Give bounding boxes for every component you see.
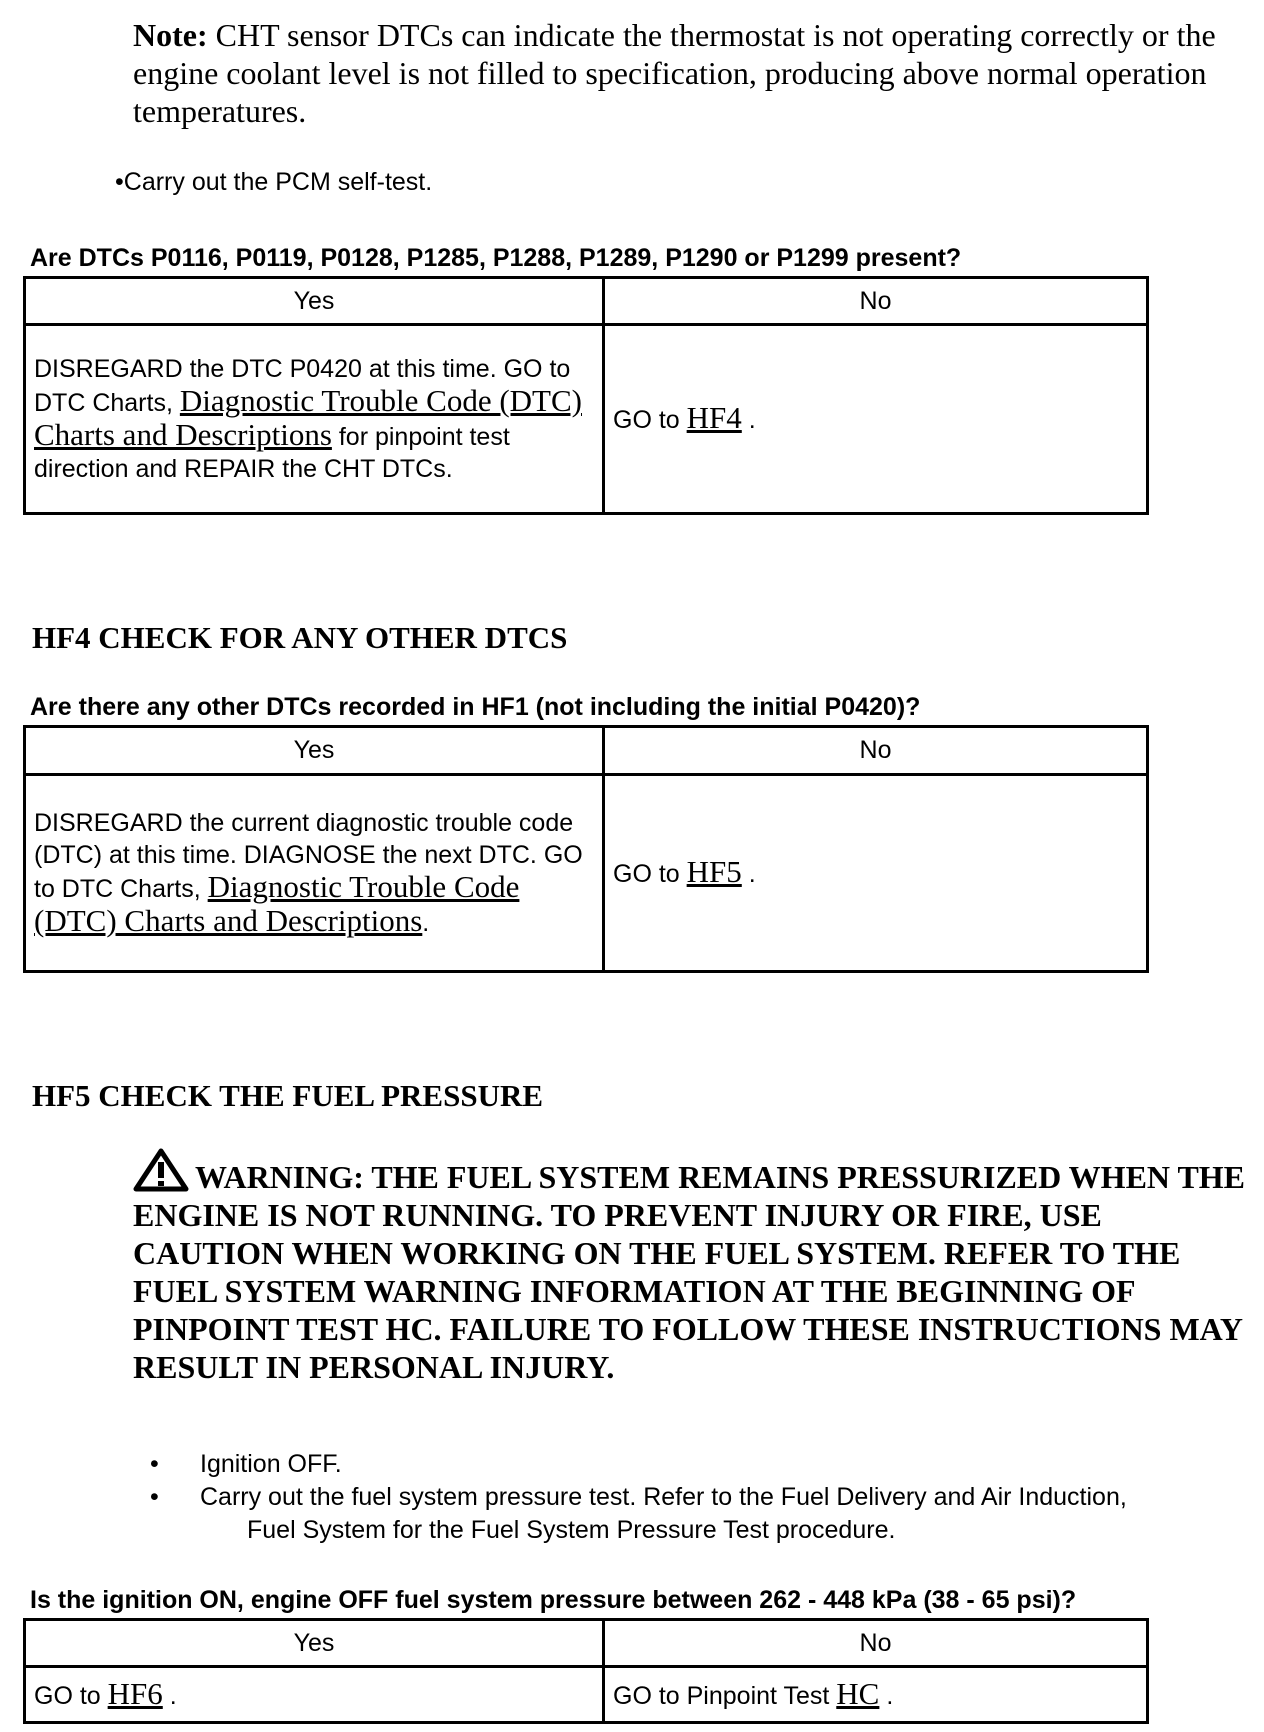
hf4-link[interactable]: HF4 [686,400,742,435]
bullet-icon: • [150,1483,159,1511]
no-cell [604,325,1148,514]
no-cell [604,1667,1148,1723]
question-2: Are there any other DTCs recorded in HF1 (not including the initial P0420)? [30,693,921,721]
yes-cell [25,1667,604,1723]
no-cell [604,775,1148,972]
step-text: Carry out the fuel system pressure test. Refer to the Fuel Delivery and Air Induction, [200,1483,1127,1511]
warning-text: WARNING: THE FUEL SYSTEM REMAINS PRESSURIZED WHEN THE ENGINE IS NOT RUNNING. TO PREVENT INJURY OR FIRE, USE CAUTION WHEN WORKING ON THE FUEL SYSTEM. REFER TO THE FUEL SYSTEM WARNING INFORMATION AT THE BEGINNING OF PINPOINT TEST HC. FAILURE TO FOLLOW THESE INSTRUCTIONS MAY RESULT IN PERSONAL INJURY. [133,1159,1246,1385]
no-header: No [604,1620,1148,1667]
yes-text-end: for pinpoint test direction and REPAIR the CHT DTCs. [34,423,510,483]
yes-cell [25,325,604,514]
no-end: . [886,1681,894,1710]
bullet-icon: • [150,1450,159,1478]
question-1: Are DTCs P0116, P0119, P0128, P1285, P1288, P1289, P1290 or P1299 present? [30,244,962,272]
yes-header: Yes [25,278,604,325]
list-item [140,1481,1250,1547]
no-header: No [604,727,1148,775]
decision-table-2 [23,725,1149,973]
note-label: Note: [133,17,208,53]
step-pcm-self-test [115,168,432,197]
step-text: Carry out the PCM self-test. [123,168,433,196]
hf6-link[interactable]: HF6 [107,1675,163,1711]
hf4-heading: HF4 CHECK FOR ANY OTHER DTCS [32,620,568,655]
warning-triangle-icon [133,1159,195,1195]
no-end: . [748,406,756,434]
bullet-icon: • [115,168,124,196]
yes-text: DISREGARD the DTC P0420 at this time. GO to DTC Charts, [34,355,571,417]
note-paragraph [133,16,1243,130]
dtc-charts-link[interactable]: Diagnostic Trouble Code (DTC) Charts and Descriptions [34,869,520,938]
yes-text: GO to [34,1681,101,1710]
decision-table-3 [23,1618,1149,1724]
question-3: Is the ignition ON, engine OFF fuel system pressure between 262 - 448 kPa (38 - 65 psi)? [30,1586,1077,1614]
hf5-heading: HF5 CHECK THE FUEL PRESSURE [32,1078,544,1113]
decision-table-1 [23,276,1149,515]
no-end: . [748,860,756,888]
yes-header: Yes [25,727,604,775]
step-text-cont: Fuel System for the Fuel System Pressure Test procedure. [247,1516,896,1544]
hf5-steps [140,1448,1250,1547]
no-header: No [604,278,1148,325]
yes-text: DISREGARD the current diagnostic trouble code (DTC) at this time. DIAGNOSE the next DTC. GO to DTC Charts, [34,809,583,903]
dtc-charts-link[interactable]: Diagnostic Trouble Code (DTC) Charts and Descriptions [34,383,582,452]
yes-cell [25,775,604,972]
hf5-link[interactable]: HF5 [686,854,742,889]
hc-link[interactable]: HC [836,1675,880,1711]
no-text: GO to [613,406,680,434]
yes-end: . [422,909,430,937]
no-text: GO to [613,860,680,888]
step-text: Ignition OFF. [200,1450,342,1478]
yes-header: Yes [25,1620,604,1667]
note-text: CHT sensor DTCs can indicate the thermostat is not operating correctly or the engine coolant level is not filled to specification, producing above normal operation temperatures. [133,17,1216,129]
no-text: GO to Pinpoint Test [613,1681,830,1710]
yes-end: . [169,1681,177,1710]
warning-block [133,1148,1253,1386]
list-item [140,1448,1250,1481]
